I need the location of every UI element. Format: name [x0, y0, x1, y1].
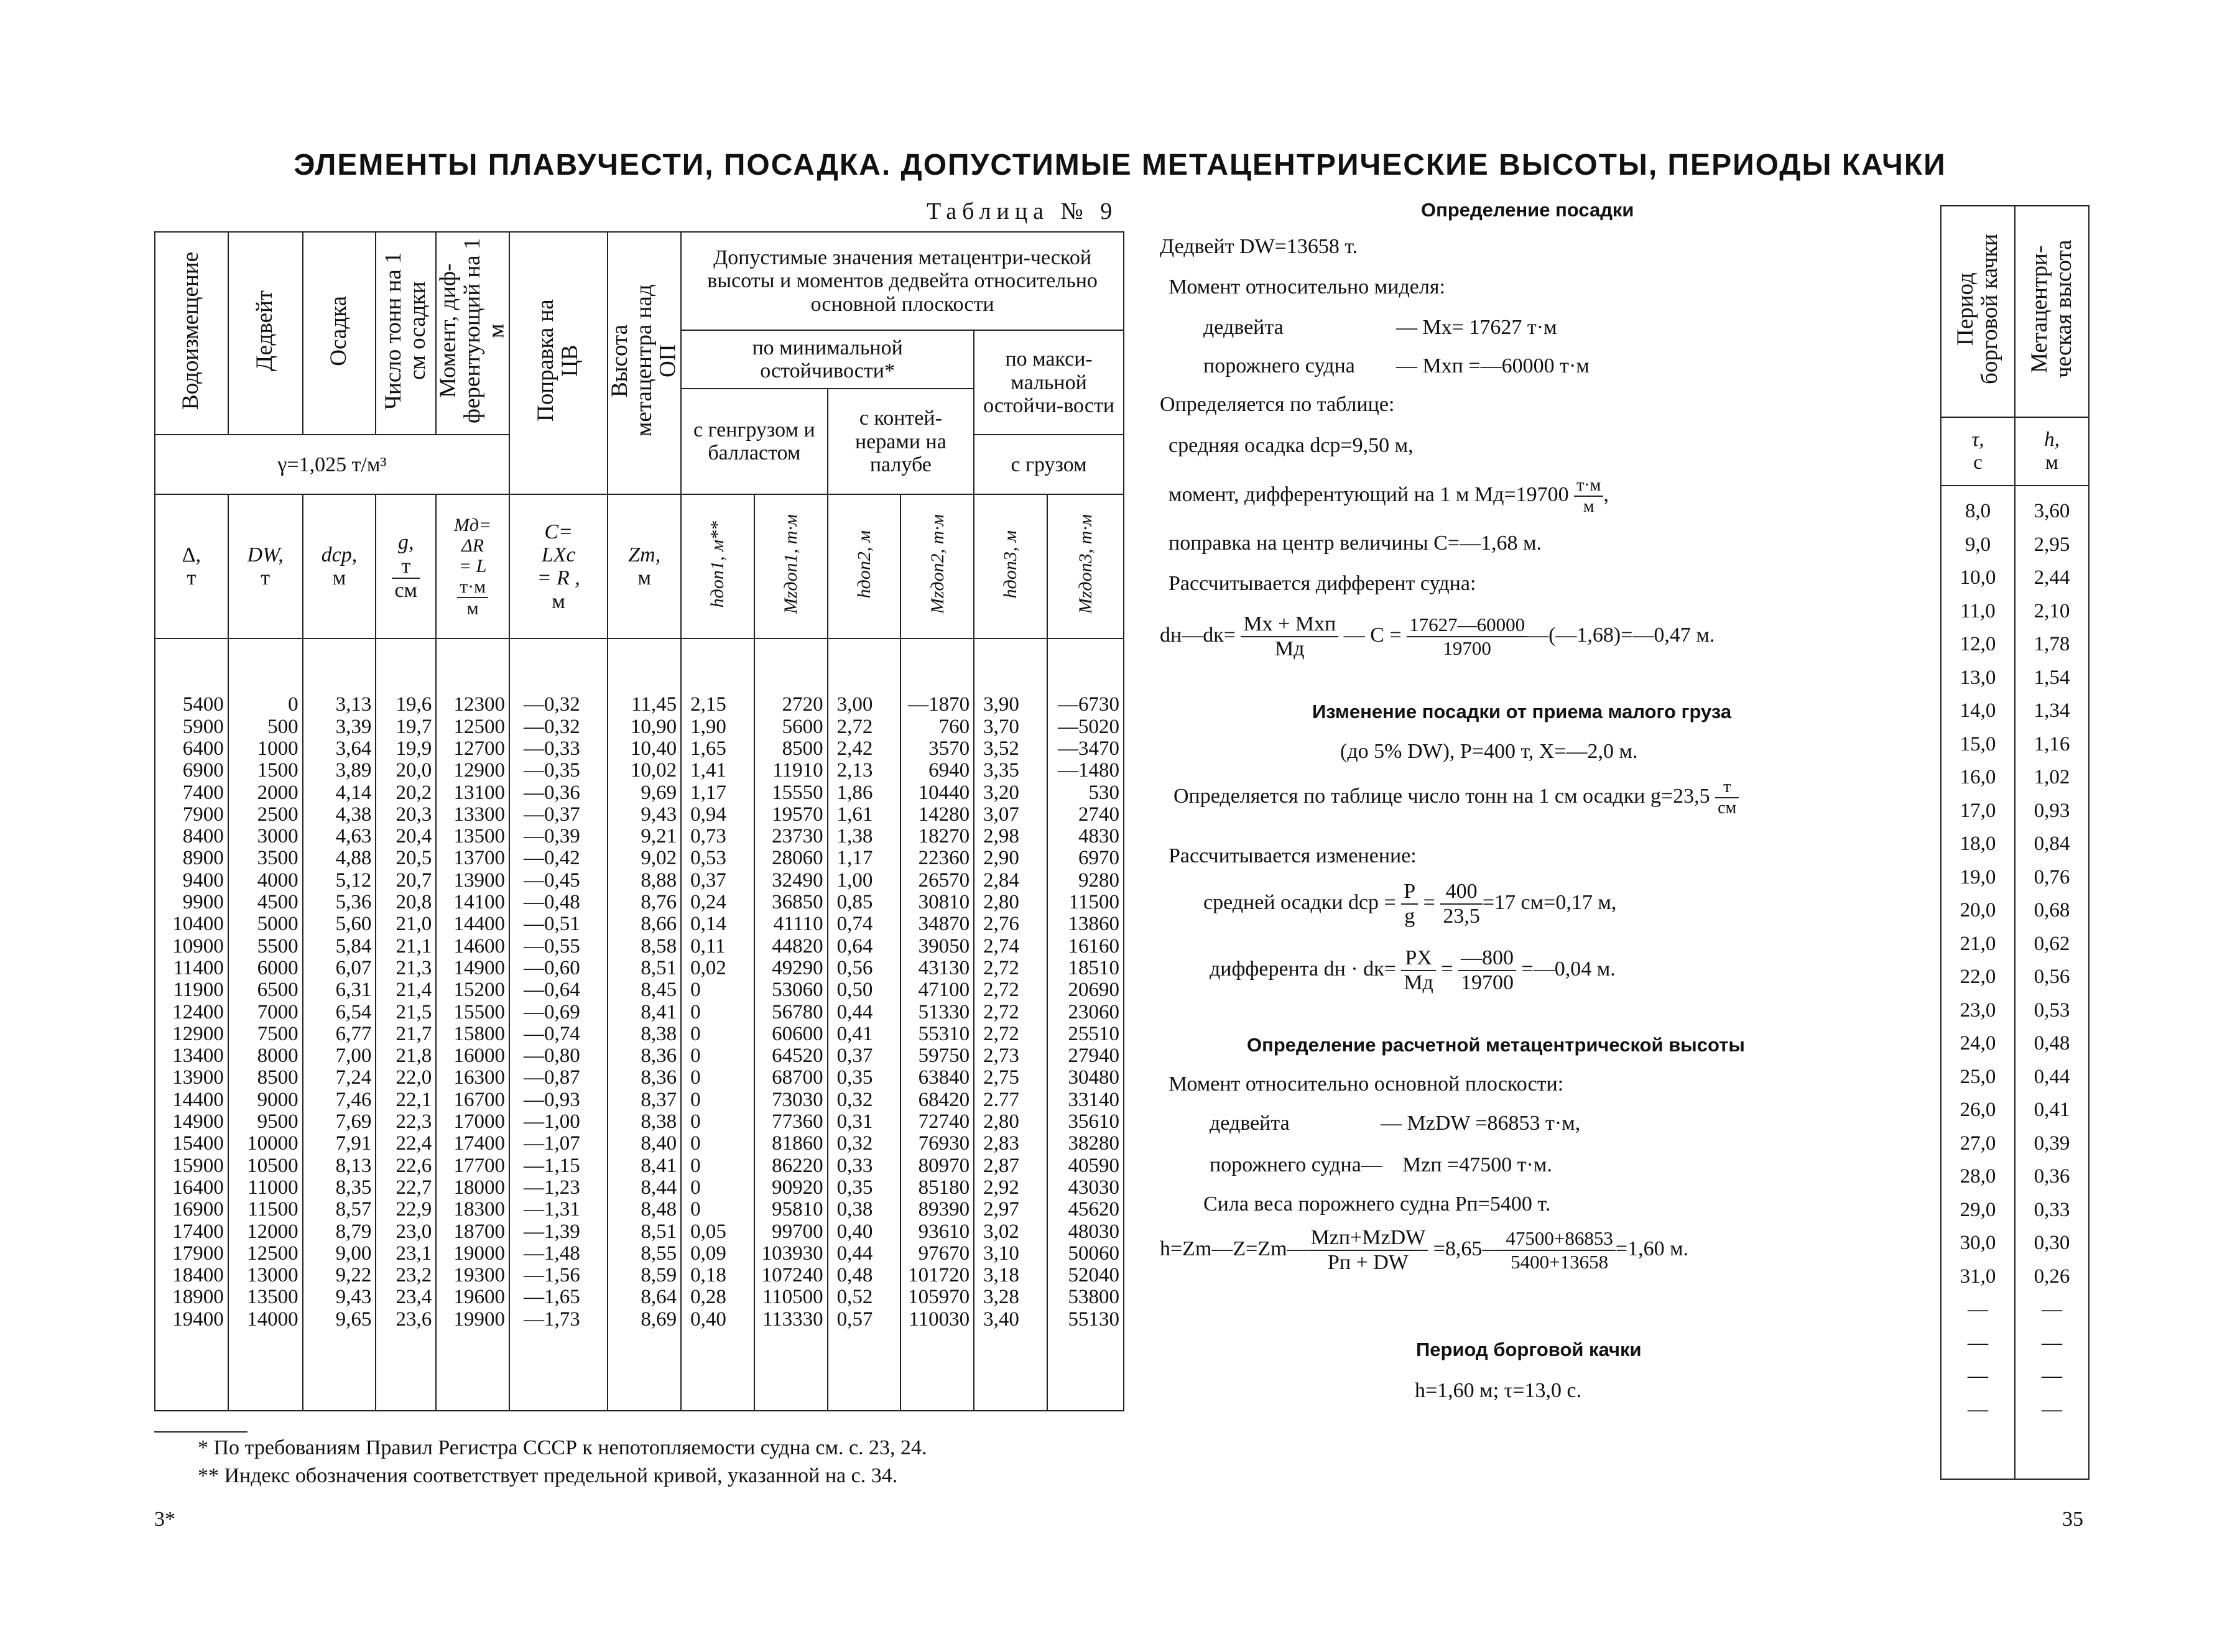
trim-moment-unit — [1574, 476, 1603, 517]
formula-mean-rhs: =17 см=0,17 м, — [1482, 890, 1617, 914]
trim-moment-unit-den: м — [1583, 497, 1594, 516]
formula-tc-num2: —800 — [1458, 946, 1516, 971]
line-mean-draft: средняя осадка dср=9,50 м, — [1169, 434, 1414, 457]
formula-mean-num2: 400 — [1440, 880, 1483, 905]
heading-metacentric: Определение расчетной метацентрической высоты — [1247, 1034, 1745, 1056]
formula-mean-lhs: средней осадки dср = — [1203, 890, 1396, 914]
footnote-divider — [154, 1431, 248, 1433]
formula-tc-frac2 — [1458, 946, 1516, 995]
formula-meta-frac2 — [1503, 1227, 1615, 1273]
line-mzn-value: Mzп =47500 т·м. — [1402, 1153, 1552, 1176]
line-from-table: Определяется по таблице: — [1160, 393, 1395, 416]
header-displacement: Водоизмещение — [178, 251, 204, 410]
line-cargo-params: (до 5% DW), P=400 т, X=—2,0 м. — [1340, 740, 1638, 763]
col-cb: —0,32 —0,32 —0,33 —0,35 —0,36 —0,37 —0,39 —0,42 —0,45 —0,48 —0,51 —0,55 —0,60 —0,64 —0,69 —0,74 —0,80 —0,87 —0,93 —1,00 —1,07 —1,15 —1,23 —1,31 —1,39 —1,48 —1,56 —1,65 —1,73 — [509, 639, 608, 1411]
formula-mean-frac1 — [1401, 880, 1418, 928]
unit-mz1: Mzдоп1, т·м — [780, 514, 801, 614]
formula-tc-lhs: дифферента dн · dк= — [1210, 957, 1396, 981]
unit-t: т — [261, 566, 271, 590]
col-mz3: —6730 —5020 —3470 —1480 530 2740 4830 6970 9280 11500 13860 16160 18510 20690 23060 25510 27940 30480 33140 35610 38280 40590 43030 45620 48030 50060 52040 53800 55130 — [1047, 639, 1124, 1411]
trim-moment-text: момент, дифферентующий на 1 м Mд=19700 — [1169, 482, 1569, 506]
heading-small-cargo: Изменение посадки от приема малого груза — [1312, 701, 1732, 722]
formula-mean-eq: = — [1423, 890, 1435, 914]
unit-c — [509, 494, 608, 639]
line-mzn-label: порожнего судна— — [1210, 1153, 1382, 1176]
unit-md-den: м — [466, 598, 479, 619]
col-mz1: 2720 5600 8500 11910 15550 19570 23730 28060 32490 36850 41110 44820 49290 53060 56780 60600 64520 68700 73030 77360 81860 86220 90920 95810 99700 103930 107240 110500 113330 — [754, 639, 828, 1411]
unit-g-den: см — [394, 579, 418, 602]
formula-mean-den2: 23,5 — [1443, 905, 1480, 928]
formula-tc-rhs: =—0,04 м. — [1521, 957, 1616, 981]
header-max-stability: по макси-мальной остойчи-вости — [974, 330, 1124, 435]
table-label: Таблица № 9 — [927, 198, 1118, 224]
side-unit-tau-sym: τ, — [1971, 428, 1984, 451]
formula-tc-den2: 19700 — [1461, 971, 1514, 994]
formula-tc-eq: = — [1441, 957, 1453, 981]
header-containers: с контей-нерами на палубе — [828, 389, 974, 494]
formula-trim-mid: — C = — [1343, 623, 1402, 647]
col-deadweight: 0 500 1000 1500 2000 2500 3000 3500 4000 4500 5000 5500 6000 6500 7000 7500 8000 8500 9000 9500 10000 10500 11000 11500 12000 12500 13000 13500 14000 — [228, 639, 303, 1411]
unit-zm-sym: Zm, — [628, 543, 661, 566]
unit-md-num: т·м — [457, 576, 488, 598]
col-mz2: —1870 760 3570 6940 10440 14280 18270 22360 26570 30810 34870 39050 43130 47100 51330 55310 59750 63840 68420 72740 76930 80970 85180 89390 93610 97670 101720 105970 110030 — [900, 639, 974, 1411]
unit-md-b: ΔR — [461, 535, 484, 556]
line-empty-label: порожнего судна — [1203, 354, 1355, 377]
unit-md — [436, 494, 509, 639]
header-deadweight: Дедвейт — [252, 290, 278, 372]
footnote-2: ** Индекс обозначения соответствует предельной кривой, указанной на с. 34. — [198, 1464, 898, 1487]
unit-dcp — [303, 494, 376, 639]
line-tons-per-cm — [1173, 777, 1739, 818]
header-min-stability: по минимальной остойчивости* — [681, 330, 974, 389]
formula-meta-den2: 5400+13658 — [1511, 1251, 1609, 1273]
trim-moment-unit-num: т·м — [1574, 476, 1603, 497]
formula-trim-num1: Mx + Mxп — [1241, 612, 1338, 637]
unit-dw-sym: DW, — [247, 543, 284, 566]
formula-trim-den1: Mд — [1275, 637, 1305, 660]
unit-md-c: = L — [458, 555, 487, 576]
tons-per-cm-num: т — [1715, 777, 1739, 798]
unit-c-a: C= — [544, 520, 573, 543]
col-h3: 3,90 3,70 3,52 3,35 3,20 3,07 2,98 2,90 2,84 2,80 2,76 2,74 2,72 2,72 2,72 2,72 2,73 2,75 2.77 2,80 2,83 2,87 2,92 2,97 3,02 3,10 3,18 3,28 3,40 — [974, 639, 1047, 1411]
header-with-cargo: с грузом — [974, 435, 1124, 494]
side-unit-tau — [1941, 417, 2015, 486]
formula-trim-lhs: dн—dк= — [1160, 623, 1236, 647]
formula-tc-num1: PX — [1401, 946, 1436, 971]
side-unit-h — [2015, 417, 2089, 486]
line-change-calc: Рассчитывается изменение: — [1169, 844, 1417, 867]
side-header-period: Период борговой качки — [1952, 233, 2002, 384]
formula-mean-draft — [1203, 880, 1616, 928]
formula-meta-lhs: h=Zm—Z=Zm— — [1160, 1237, 1308, 1260]
line-roll-result: h=1,60 м; τ=13,0 с. — [1415, 1379, 1582, 1402]
header-ballast: с генгрузом и балластом — [681, 389, 828, 494]
line-trim-calc: Рассчитывается дифферент судна: — [1169, 572, 1476, 595]
formula-trim-frac2 — [1407, 614, 1527, 660]
col-moment: 12300 12500 12700 12900 13100 13300 13500 13700 13900 14100 14400 14600 14900 15200 15500 15800 16000 16300 16700 17000 17400 17700 18000 18300 18700 19000 19300 19600 19900 — [436, 639, 509, 1411]
header-cb-correction: Поправка на ЦВ — [533, 299, 583, 422]
col-draft: 3,13 3,39 3,64 3,89 4,14 4,38 4,63 4,88 5,12 5,36 5,60 5,84 6,07 6,31 6,54 6,77 7,00 7,24 7,46 7,69 7,91 8,13 8,35 8,57 8,79 9,00 9,22 9,43 9,65 — [303, 639, 376, 1411]
line-mzdw-label: дедвейта — [1210, 1112, 1290, 1135]
formula-mean-num1: P — [1401, 880, 1418, 905]
line-empty-weight: Сила веса порожнего судна Pп=5400 т. — [1203, 1193, 1551, 1216]
unit-c-c: = R , — [537, 566, 580, 590]
line-deadweight: Дедвейт DW=13658 т. — [1160, 235, 1358, 258]
unit-md-frac — [457, 576, 488, 619]
formula-meta-num1: Mzп+MzDW — [1308, 1226, 1428, 1251]
unit-g-frac — [392, 555, 420, 602]
unit-c-b: LXc — [541, 543, 576, 566]
tons-per-cm-unit — [1715, 777, 1739, 818]
main-table — [154, 231, 1124, 1411]
unit-m: м — [332, 566, 346, 590]
side-header-meta: Метацентри-ческая высота — [2026, 239, 2076, 378]
formula-tc-den1: Mд — [1404, 971, 1433, 994]
side-col-tau: 8,0 9,0 10,0 11,0 12,0 13,0 14,0 15,0 16,0 17,0 18,0 19,0 20,0 21,0 22,0 23,0 24,0 25,0 26,0 27,0 28,0 29,0 30,0 31,0 — — — — — [1941, 486, 2015, 1479]
formula-mean-frac2 — [1440, 880, 1483, 928]
trim-moment-comma: , — [1603, 482, 1609, 506]
side-unit-s: с — [1973, 451, 1983, 474]
formula-meta-num2: 47500+86853 — [1503, 1227, 1615, 1251]
unit-g-sym: g, — [398, 531, 414, 555]
header-moment: Момент, диф-ферентующий на 1 м — [435, 238, 509, 424]
heading-posadka: Определение посадки — [1421, 199, 1634, 221]
header-tons-per-cm: Число тонн на 1 см осадки — [380, 252, 430, 410]
header-draft: Осадка — [326, 295, 352, 366]
page-title: ЭЛЕМЕНТЫ ПЛАВУЧЕСТИ, ПОСАДКА. ДОПУСТИМЫЕ МЕТАЦЕНТРИЧЕСКИЕ ВЫСОТЫ, ПЕРИОДЫ КАЧКИ — [294, 149, 1946, 182]
unit-g-num: т — [392, 555, 420, 579]
unit-zm — [608, 494, 681, 639]
line-dw-label: дедвейта — [1203, 316, 1284, 339]
col-tons: 19,6 19,7 19,9 20,0 20,2 20,3 20,4 20,5 20,7 20,8 21,0 21,1 21,3 21,4 21,5 21,7 21,8 22,0 22,1 22,3 22,4 22,6 22,7 22,9 23,0 23,1 23,2 23,4 23,6 — [376, 639, 436, 1411]
line-trim-moment — [1169, 476, 1609, 517]
formula-trim — [1160, 612, 1715, 661]
side-table — [1940, 205, 2090, 1480]
unit-m: м — [637, 566, 651, 590]
line-mzdw-value: — MzDW =86853 т·м, — [1381, 1112, 1581, 1135]
line-cb-correction: поправка на центр величины C=—1,68 м. — [1169, 532, 1542, 555]
header-metacenter-height: Высота метацентра над ОП — [607, 284, 682, 437]
unit-mz3: Mzдоп3, т·м — [1075, 514, 1096, 614]
unit-delta-sym: Δ, — [182, 543, 201, 566]
unit-t: т — [187, 566, 197, 590]
formula-trim-frac1 — [1241, 612, 1338, 661]
formula-meta-rhs: =1,60 м. — [1615, 1237, 1689, 1260]
line-moment-base: Момент относительно основной плоскости: — [1169, 1073, 1564, 1096]
heading-roll-period: Период борговой качки — [1416, 1339, 1642, 1360]
unit-g — [376, 494, 436, 639]
unit-mz2: Mzдоп2, т·м — [927, 514, 948, 614]
header-gamma: γ=1,025 т/м³ — [155, 435, 509, 494]
side-col-h: 3,60 2,95 2,44 2,10 1,78 1,54 1,34 1,16 1,02 0,93 0,84 0,76 0,68 0,62 0,56 0,53 0,48 0,44 0,41 0,39 0,36 0,33 0,30 0,26 — — — — — [2015, 486, 2089, 1479]
header-allowable: Допустимые значения метацентри-ческой высоты и моментов дедвейта относительно основной плоскости — [681, 232, 1124, 330]
line-empty-value: — Mxп =—60000 т·м — [1396, 354, 1590, 377]
line-moment-midship: Момент относительно миделя: — [1169, 275, 1445, 298]
page-number-right: 35 — [2062, 1508, 2083, 1531]
unit-dw — [228, 494, 303, 639]
formula-trim-rhs: —(—1,68)=—0,47 м. — [1527, 623, 1715, 647]
unit-dcp-sym: dср, — [321, 543, 358, 566]
unit-h2: hдоп2, м — [853, 530, 874, 598]
side-unit-h-sym: h, — [2044, 428, 2060, 451]
col-h1: 2,15 1,90 1,65 1,41 1,17 0,94 0,73 0,53 0,37 0,24 0,14 0,11 0,02 0 0 0 0 0 0 0 0 0 0 0 0,05 0,09 0,18 0,28 0,40 — [681, 639, 754, 1411]
tons-per-cm-den: см — [1718, 798, 1737, 818]
page-number-left: 3* — [154, 1508, 175, 1531]
formula-meta-mid: =8,65— — [1433, 1237, 1504, 1260]
unit-h1: hдоп1, м** — [707, 520, 728, 607]
unit-delta — [155, 494, 228, 639]
tons-per-cm-text: Определяется по таблице число тонн на 1 см осадки g=23,5 — [1173, 784, 1710, 808]
col-h2: 3,00 2,72 2,42 2,13 1,86 1,61 1,38 1,17 1,00 0,85 0,74 0,64 0,56 0,50 0,44 0,41 0,37 0,35 0,32 0,31 0,32 0,33 0,35 0,38 0,40 0,44 0,48 0,52 0,57 — [828, 639, 901, 1411]
formula-trim-den2: 19700 — [1443, 637, 1491, 659]
formula-tc-frac1 — [1401, 946, 1436, 995]
unit-h3: hдоп3, м — [1000, 530, 1021, 598]
formula-trim-change — [1210, 946, 1616, 995]
formula-metacentric — [1160, 1226, 1688, 1275]
unit-m: м — [552, 589, 565, 613]
col-displacement: 5400 5900 6400 6900 7400 7900 8400 8900 9400 9900 10400 10900 11400 11900 12400 12900 13400 13900 14400 14900 15400 15900 16400 16900 17400 17900 18400 18900 19400 — [155, 639, 228, 1411]
footnote-1: * По требованиям Правил Регистра СССР к непотопляемости судна см. с. 23, 24. — [198, 1436, 927, 1459]
side-unit-m: м — [2045, 451, 2058, 474]
formula-meta-den1: Pп + DW — [1327, 1251, 1409, 1274]
line-dw-value: — Mx= 17627 т·м — [1396, 316, 1557, 339]
col-zm: 11,45 10,90 10,40 10,02 9,69 9,43 9,21 9,02 8,88 8,76 8,66 8,58 8,51 8,45 8,41 8,38 8,36 8,36 8,37 8,38 8,40 8,41 8,44 8,48 8,51 8,55 8,59 8,64 8,69 — [608, 639, 681, 1411]
formula-mean-den1: g — [1404, 905, 1415, 928]
unit-md-a: Mд= — [453, 514, 492, 535]
formula-meta-frac1 — [1308, 1226, 1428, 1275]
formula-trim-num2: 17627—60000 — [1407, 614, 1527, 637]
